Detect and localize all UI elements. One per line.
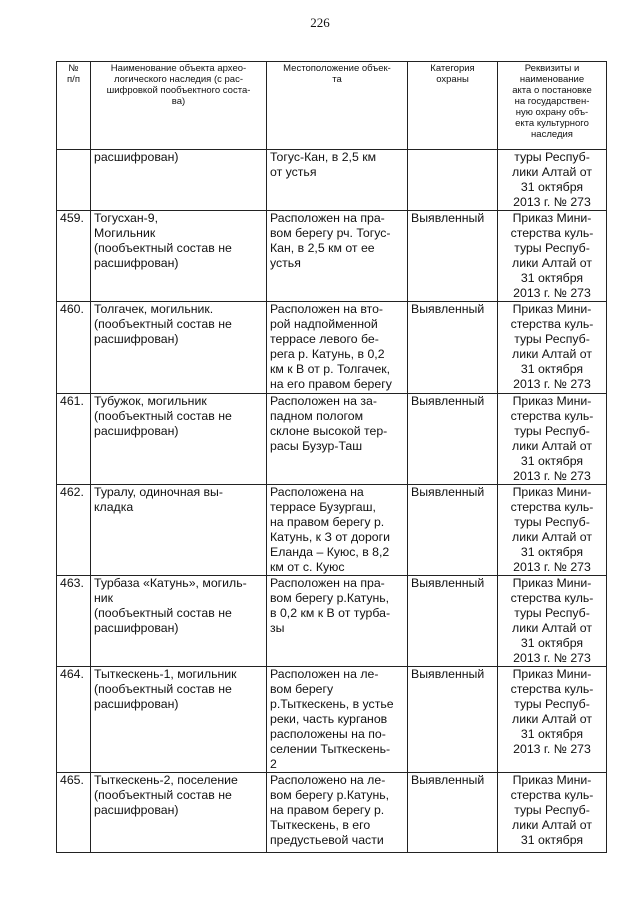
table-body xyxy=(57,150,607,853)
object-name: Толгачек, могильник. (пообъектный состав не расшифрован) xyxy=(91,302,267,394)
act-requisites: Приказ Мини- стерства куль- туры Респуб- лики Алтай от 31 октября 2013 г. № 273 xyxy=(498,394,607,485)
row-number xyxy=(57,150,91,211)
act-requisites: Приказ Мини- стерства куль- туры Респуб- лики Алтай от 31 октября 2013 г. № 273 xyxy=(498,667,607,773)
protection-category: Выявленный xyxy=(408,211,498,302)
object-location: Расположен на пра- вом берегу р.Катунь, в 0,2 км к В от турба- зы xyxy=(267,576,408,667)
act-requisites: Приказ Мини- стерства куль- туры Респуб- лики Алтай от 31 октября 2013 г. № 273 xyxy=(498,211,607,302)
object-location: Расположена на террасе Бузургаш, на правом берегу р. Катунь, к З от дороги Еланда – Куюс, в 8,2 км от с. Куюс xyxy=(267,485,408,576)
object-location: Расположен на за- падном пологом склоне высокой тер- расы Бузур-Таш xyxy=(267,394,408,485)
header-location: Местоположение объек- та xyxy=(267,62,408,150)
object-location: Расположен на ле- вом берегу р.Тыткескень, в устье реки, часть курганов расположены на по- селении Тыткескень- 2 xyxy=(267,667,408,773)
table-row xyxy=(57,302,607,394)
protection-category: Выявленный xyxy=(408,576,498,667)
row-number: 464. xyxy=(57,667,91,773)
header-num: № п/п xyxy=(57,62,91,150)
row-number: 465. xyxy=(57,773,91,853)
table-row xyxy=(57,667,607,773)
protection-category: Выявленный xyxy=(408,667,498,773)
table-row xyxy=(57,485,607,576)
object-location: Расположено на ле- вом берегу р.Катунь, на правом берегу р. Тыткескень, в его предустьевой части xyxy=(267,773,408,853)
act-requisites: Приказ Мини- стерства куль- туры Респуб- лики Алтай от 31 октября 2013 г. № 273 xyxy=(498,302,607,394)
object-location: Расположен на вто- рой надпойменной террасе левого бе- рега р. Катунь, в 0,2 км к В от р. Толгачек, на его правом берегу xyxy=(267,302,408,394)
object-name: Тубужок, могильник (пообъектный состав не расшифрован) xyxy=(91,394,267,485)
row-number: 460. xyxy=(57,302,91,394)
protection-category: Выявленный xyxy=(408,394,498,485)
table-row xyxy=(57,150,607,211)
row-number: 459. xyxy=(57,211,91,302)
object-location: Тогус-Кан, в 2,5 км от устья xyxy=(267,150,408,211)
protection-category: Выявленный xyxy=(408,773,498,853)
protection-category: Выявленный xyxy=(408,302,498,394)
object-name: Тыткескень-1, могильник (пообъектный состав не расшифрован) xyxy=(91,667,267,773)
header-name: Наименование объекта архео- логического наследия (с рас- шифровкой пообъектного соста- ва) xyxy=(91,62,267,150)
object-name: Туралу, одиночная вы- кладка xyxy=(91,485,267,576)
object-name: Тыткескень-2, поселение (пообъектный состав не расшифрован) xyxy=(91,773,267,853)
heritage-registry-table xyxy=(56,61,607,853)
act-requisites: Приказ Мини- стерства куль- туры Респуб- лики Алтай от 31 октября 2013 г. № 273 xyxy=(498,576,607,667)
table-row xyxy=(57,394,607,485)
table-row xyxy=(57,773,607,853)
object-location: Расположен на пра- вом берегу рч. Тогус- Кан, в 2,5 км от ее устья xyxy=(267,211,408,302)
header-requisites: Реквизиты и наименование акта о постановке на государствен- ную охрану объ- екта культурного наследия xyxy=(498,62,607,150)
page-number: 226 xyxy=(310,15,330,30)
object-name: расшифрован) xyxy=(91,150,267,211)
act-requisites: Приказ Мини- стерства куль- туры Респуб- лики Алтай от 31 октября 2013 г. № 273 xyxy=(498,485,607,576)
object-name: Турбаза «Катунь», могиль- ник (пообъектный состав не расшифрован) xyxy=(91,576,267,667)
protection-category xyxy=(408,150,498,211)
act-requisites: Приказ Мини- стерства куль- туры Респуб- лики Алтай от 31 октября xyxy=(498,773,607,853)
table-row xyxy=(57,576,607,667)
protection-category: Выявленный xyxy=(408,485,498,576)
header-category: Категория охраны xyxy=(408,62,498,150)
row-number: 462. xyxy=(57,485,91,576)
row-number: 463. xyxy=(57,576,91,667)
table-row xyxy=(57,211,607,302)
header-row xyxy=(57,62,607,150)
object-name: Тогусхан-9, Могильник (пообъектный состав не расшифрован) xyxy=(91,211,267,302)
act-requisites: туры Респуб- лики Алтай от 31 октября 2013 г. № 273 xyxy=(498,150,607,211)
row-number: 461. xyxy=(57,394,91,485)
table-header xyxy=(57,62,607,150)
